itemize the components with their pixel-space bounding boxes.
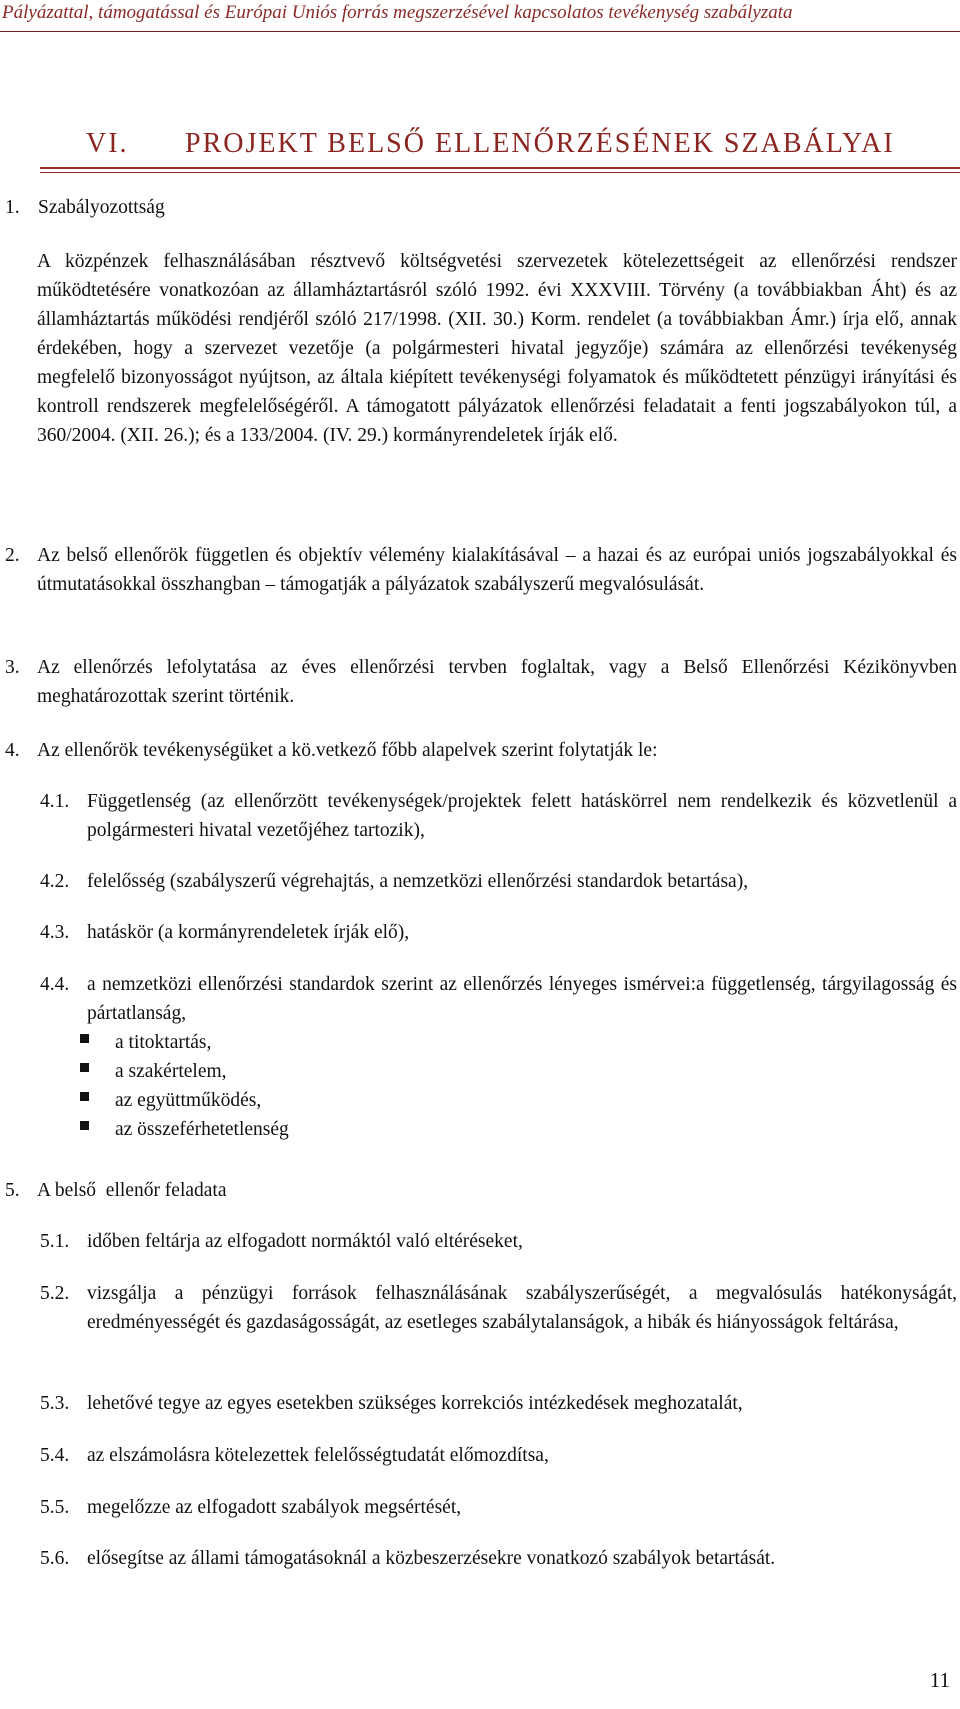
p1-body: A közpénzek felhasználásában résztvevő költségvetési szervezetek kötelezettségeit az ellenőrzési rendszer működtetésére vonatkozóan az államháztartásról szóló 1992. évi XXXVIII. Törvény (a továbbiakban Áht) és az államháztartás működési rendjéről szóló 217/1998. (XII. 30.) Korm. rendelet (a továbbiakban Ámr.) írja elő, annak érdekében, hogy a szervezet vezetője (a polgármesteri hivatal jegyzője) számára az ellenőrzési tevékenység megfelelő bizonyosságot nyújtson, az általa kiépített tevékenységi folyamatok és működtetett pénzügyi irányítási és kontroll rendszerek megfelelőségéről. A támogatott pályázatok ellenőrzési feladatait a fenti jogszabályokon túl, a 360/2004. (XII. 26.); és a 133/2004. (IV. 29.) kormányrendeletek írják elő.: [37, 251, 957, 446]
item-4-3-text: hatáskör (a kormányrendeletek írják elő),: [87, 922, 410, 943]
bullet-item: az együttműködés,: [115, 1090, 262, 1111]
p4-text: Az ellenőrök tevékenységüket a kö.vetkező főbb alapelvek szerint folytatják le:: [37, 740, 658, 761]
p1-title: Szabályozottság: [38, 197, 165, 218]
p2-number: 2.: [5, 545, 20, 566]
section-heading: [40, 128, 960, 168]
item-5-2-number: 5.2.: [40, 1283, 70, 1304]
section-title: PROJEKT BELSŐ ELLENŐRZÉSÉNEK SZABÁLYAI: [185, 128, 895, 159]
item-5-5-text: megelőzze az elfogadott szabályok megsértését,: [87, 1497, 462, 1518]
square-bullet-icon: [80, 1092, 89, 1101]
item-5-4-text: az elszámolásra kötelezettek felelősségtudatát előmozdítsa,: [87, 1445, 549, 1466]
p3-number: 3.: [5, 657, 20, 678]
square-bullet-icon: [80, 1063, 89, 1072]
p5-title: A belső ellenőr feladata: [37, 1180, 227, 1201]
item-4-1-number: 4.1.: [40, 791, 70, 812]
bullet-item: a titoktartás,: [115, 1032, 212, 1053]
bullet-item: a szakértelem,: [115, 1061, 227, 1082]
running-header: Pályázattal, támogatással és Európai Uniós forrás megszerzésével kapcsolatos tevékenység szabályzata: [2, 2, 793, 23]
p5-number: 5.: [5, 1180, 20, 1201]
header-rule: [0, 31, 960, 32]
item-4-4-number: 4.4.: [40, 974, 70, 995]
square-bullet-icon: [80, 1121, 89, 1130]
section-rule: [40, 167, 960, 169]
item-5-6-text: elősegítse az állami támogatásoknál a közbeszerzésekre vonatkozó szabályok betartását.: [87, 1548, 776, 1569]
square-bullet-icon: [80, 1034, 89, 1043]
item-4-2-text: felelősség (szabályszerű végrehajtás, a nemzetközi ellenőrzési standardok betartása),: [87, 871, 749, 892]
p2-text: Az belső ellenőrök független és objektív vélemény kialakításával – a hazai és az európai uniós jogszabályokkal és útmutatásokkal összhangban – támogatják a pályázatok szabályszerű megvalósulását.: [37, 545, 957, 595]
item-5-3-text: lehetővé tegye az egyes esetekben szükséges korrekciós intézkedések meghozatalát,: [87, 1393, 743, 1414]
section-number: VI.: [86, 128, 129, 159]
item-5-1-number: 5.1.: [40, 1231, 70, 1252]
item-4-1-text: Függetlenség (az ellenőrzött tevékenységek/projektek felett hatáskörrel nem rendelkezik és közvetlenül a polgármesteri hivatal vezetőjéhez tartozik),: [87, 791, 957, 841]
item-4-4-text: a nemzetközi ellenőrzési standardok szerint az ellenőrzés lényeges ismérvei:a függetlenség, tárgyilagosság és pártatlanság,: [87, 974, 957, 1024]
section-rule-thin: [40, 172, 960, 173]
page-number: 11: [929, 1668, 950, 1692]
p3-text: Az ellenőrzés lefolytatása az éves ellenőrzési tervben foglaltak, vagy a Belső Ellenőrzési Kézikönyvben meghatározottak szerint történik.: [37, 657, 957, 707]
item-4-3-number: 4.3.: [40, 922, 70, 943]
item-5-6-number: 5.6.: [40, 1548, 70, 1569]
item-5-4-number: 5.4.: [40, 1445, 70, 1466]
item-5-1-text: időben feltárja az elfogadott normáktól való eltéréseket,: [87, 1231, 523, 1252]
p4-number: 4.: [5, 740, 20, 761]
item-5-3-number: 5.3.: [40, 1393, 70, 1414]
item-4-2-number: 4.2.: [40, 871, 70, 892]
item-5-2-text: vizsgálja a pénzügyi források felhasználásának szabályszerűségét, a megvalósulás hatékonyságát, eredményességét és gazdaságosságát, az esetleges szabálytalanságok, a hibák és hiányosságok feltárása,: [87, 1283, 957, 1333]
p1-number: 1.: [5, 197, 20, 218]
item-5-5-number: 5.5.: [40, 1497, 70, 1518]
bullet-item: az összeférhetetlenség: [115, 1119, 289, 1140]
